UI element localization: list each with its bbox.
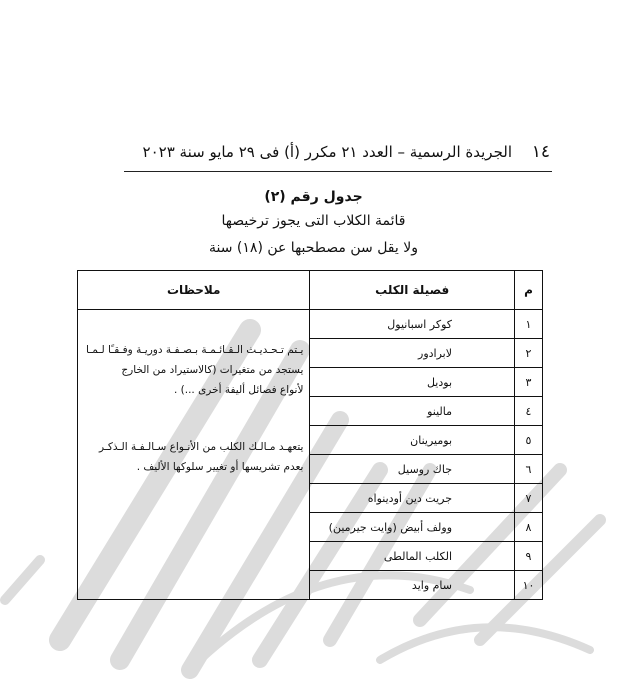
row-number: ٩ [515,542,543,571]
note-line: لأنواع فصائل أليفة أخرى ...) . [173,384,304,396]
gazette-title: الجريدة الرسمية – العدد ٢١ مكرر (أ) فى ٢٩ مايو سنة ٢٠٢٣ [142,143,512,161]
table-row [78,310,543,339]
row-breed [310,484,515,513]
note-line: يتعهـد مـالـك الكلب من الأنـواع سـالـفـة الـذكـر [99,441,304,453]
breed-name: لابرادور [418,346,453,360]
row-breed [310,310,515,339]
row-number: ١ [515,310,543,339]
row-breed [310,426,515,455]
breed-name: وولف أبيض (وايت جيرمين) [328,520,453,534]
breed-name: كوكر اسبانيول [387,317,453,331]
row-breed [310,339,515,368]
notes-cell [78,310,310,600]
row-number: ٤ [515,397,543,426]
row-breed [310,368,515,397]
note-line: يستجد من متغيرات (كالاستيراد من الخارج [121,364,304,376]
header-number: م [515,271,543,310]
row-breed [310,397,515,426]
breed-name: الكلب المالطى [383,549,453,563]
row-number: ٨ [515,513,543,542]
breed-name: جاك روسيل [397,462,453,476]
breed-name: بوميرينان [410,433,453,447]
row-breed [310,455,515,484]
page-number: ١٤ [531,142,550,162]
header-notes: ملاحظات [78,271,310,310]
row-breed [310,571,515,600]
row-number: ١٠ [515,571,543,600]
row-number: ٥ [515,426,543,455]
table-condition: ولا يقل سن مصطحبها عن (١٨) سنة [209,240,418,256]
row-number: ٧ [515,484,543,513]
row-number: ٦ [515,455,543,484]
breed-name: سام وايد [411,578,453,592]
breed-name: مالينو [427,404,453,418]
row-breed [310,513,515,542]
note-line: يـتم تـحـديـث الـقـائـمـة بـصـفـة دوريـة وفـقـًا لـمـا [86,344,304,356]
header-breed: فصيلة الكلب [310,271,515,310]
table-subtitle: قائمة الكلاب التى يجوز ترخيصها [221,213,406,229]
row-breed [310,542,515,571]
table-header-row [78,271,543,310]
row-number: ٢ [515,339,543,368]
notes-text [78,310,309,477]
header-divider [124,171,552,172]
dog-breeds-table [77,270,543,600]
breed-name: جريت دين أودينواه [367,491,453,505]
note-line: بعدم تشريسها أو تغيير سلوكها الأليف . [136,461,304,473]
page-header [128,142,552,166]
table-label: جدول رقم (٢) [264,189,363,205]
breed-name: بوديل [426,375,453,389]
row-number: ٣ [515,368,543,397]
